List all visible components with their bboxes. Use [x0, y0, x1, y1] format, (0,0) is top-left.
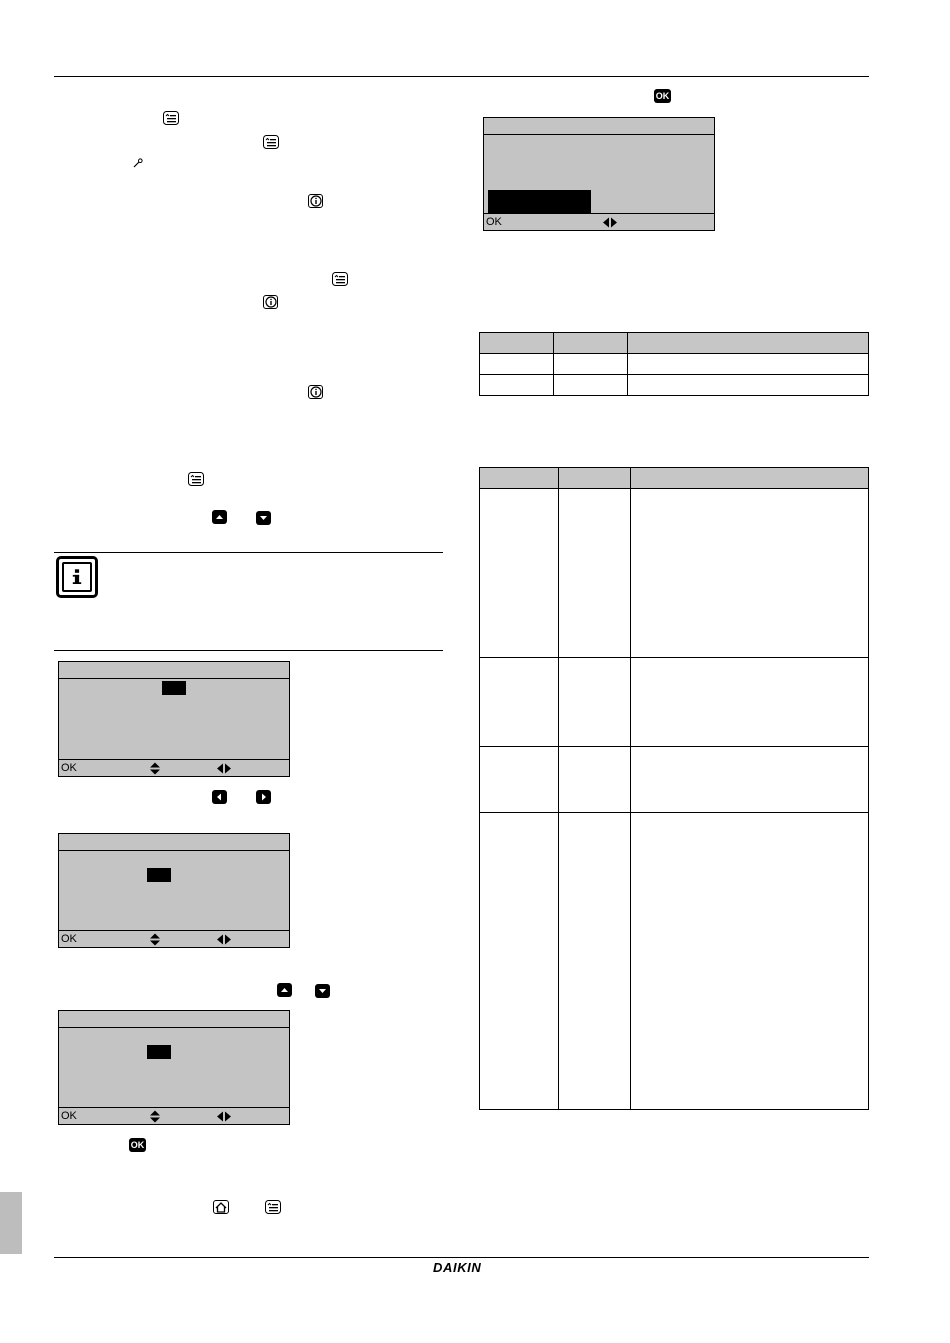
up-arrow-button-icon [277, 983, 292, 997]
home-icon [213, 1200, 229, 1214]
table-2 [479, 467, 869, 1110]
table-row [480, 354, 869, 375]
table-row [480, 747, 869, 813]
table-row [480, 658, 869, 747]
table-cell [631, 658, 869, 747]
table-header-row [480, 468, 869, 489]
header-rule [54, 76, 869, 77]
table-cell [631, 747, 869, 813]
left-right-arrow-icon [602, 217, 618, 228]
menu-icon [265, 1200, 281, 1214]
table-cell [559, 489, 631, 658]
menu-icon [332, 272, 348, 286]
lcd-screen-2 [58, 833, 290, 948]
lcd-screen-4 [483, 117, 715, 231]
lcd-screen-1 [58, 661, 290, 777]
down-arrow-button-icon [315, 984, 330, 998]
lcd-selection [147, 1045, 171, 1059]
table-cell [559, 813, 631, 1110]
lcd-selection [488, 190, 591, 214]
note-top-rule [54, 552, 443, 553]
info-icon [263, 295, 278, 309]
table-cell [480, 747, 559, 813]
left-arrow-button-icon [212, 790, 227, 804]
ok-button-icon: OK [655, 91, 670, 101]
lcd-ok-label: OK [61, 762, 77, 774]
info-icon [308, 385, 323, 399]
table-header-row [480, 333, 869, 354]
table-cell [480, 354, 554, 375]
footer-rule [54, 1257, 869, 1258]
note-bottom-rule [54, 650, 443, 651]
table-header-cell [480, 468, 559, 489]
lcd-selection [147, 868, 171, 882]
up-down-arrow-icon [149, 933, 161, 946]
table-cell [480, 489, 559, 658]
menu-icon [263, 135, 279, 149]
table-row [480, 375, 869, 396]
lcd-footer [484, 213, 714, 230]
table-cell [559, 747, 631, 813]
lcd-header [59, 662, 289, 679]
table-cell [631, 489, 869, 658]
table-cell [480, 658, 559, 747]
lcd-header [59, 1011, 289, 1028]
lcd-header [59, 834, 289, 851]
left-right-arrow-icon [216, 1111, 232, 1122]
menu-icon [188, 472, 204, 486]
lcd-footer [59, 759, 289, 776]
table-row [480, 813, 869, 1110]
table-cell [631, 813, 869, 1110]
lcd-header [484, 118, 714, 135]
table-header-cell [628, 333, 869, 354]
wrench-icon [133, 158, 143, 168]
up-down-arrow-icon [149, 1110, 161, 1123]
table-row [480, 489, 869, 658]
info-note-icon [56, 556, 98, 598]
down-arrow-button-icon [256, 511, 271, 525]
table-cell [554, 354, 628, 375]
table-cell [628, 354, 869, 375]
lcd-ok-label: OK [486, 216, 502, 228]
table-cell [480, 813, 559, 1110]
up-arrow-button-icon [212, 510, 227, 524]
lcd-ok-label: OK [61, 1110, 77, 1122]
table-header-cell [554, 333, 628, 354]
table-header-cell [480, 333, 554, 354]
lcd-screen-3 [58, 1010, 290, 1125]
menu-icon [163, 111, 179, 125]
ok-button-icon: OK [130, 1140, 145, 1150]
table-cell [559, 658, 631, 747]
right-arrow-button-icon [256, 790, 271, 804]
table-header-cell [559, 468, 631, 489]
table-cell [554, 375, 628, 396]
lcd-ok-label: OK [61, 933, 77, 945]
lcd-selection [162, 681, 186, 695]
left-right-arrow-icon [216, 934, 232, 945]
lcd-footer [59, 1107, 289, 1124]
table-cell [628, 375, 869, 396]
daikin-logo: DAIKIN [433, 1260, 482, 1275]
table-cell [480, 375, 554, 396]
table-1 [479, 332, 869, 396]
table-header-cell [631, 468, 869, 489]
up-down-arrow-icon [149, 762, 161, 775]
lcd-footer [59, 930, 289, 947]
left-right-arrow-icon [216, 763, 232, 774]
info-icon [308, 194, 323, 208]
side-tab [0, 1192, 22, 1254]
